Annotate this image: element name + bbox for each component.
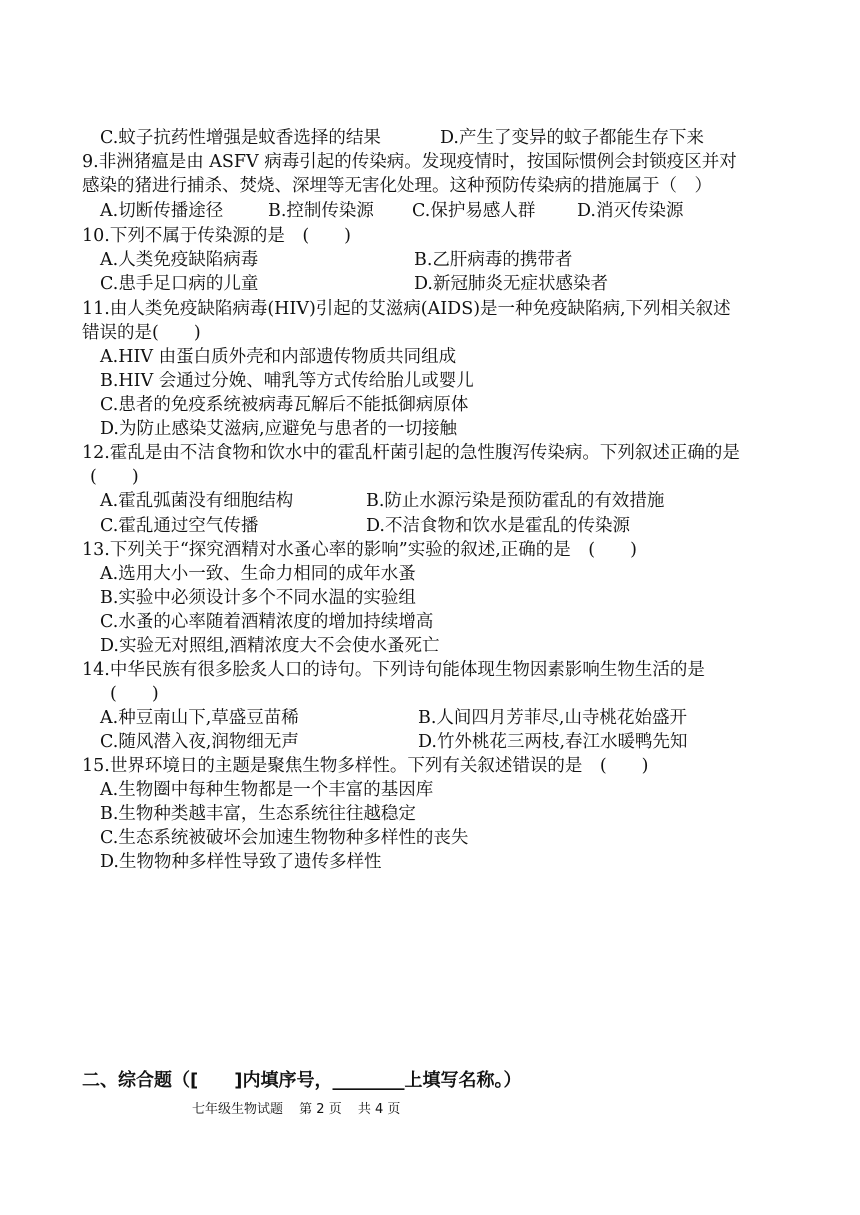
footer-page-number: 第 2 页 (299, 1102, 342, 1117)
q9-option-b: B.控制传染源 (268, 201, 374, 221)
q13-stem: 13.下列关于“探究酒精对水蚤心率的影响”实验的叙述,正确的是 ( ) (82, 540, 637, 560)
q13-option-d: D.实验无对照组,酒精浓度大不会使水蚤死亡 (100, 636, 440, 656)
footer-subject: 七年级生物试题 (192, 1102, 284, 1117)
q14-option-d: D.竹外桃花三两枝,春江水暖鸭先知 (418, 732, 688, 752)
q9-option-a: A.切断传播途径 (100, 201, 224, 221)
q11-option-a: A.HIV 由蛋白质外壳和内部遗传物质共同组成 (100, 347, 457, 367)
q9-option-c: C.保护易感人群 (412, 201, 536, 221)
q13-option-a: A.选用大小一致、生命力相同的成年水蚤 (100, 564, 416, 584)
q14-option-c: C.随风潜入夜,润物细无声 (100, 732, 299, 752)
q11-option-d: D.为防止感染艾滋病,应避免与患者的一切接触 (100, 419, 458, 439)
q9-stem-line1: 9.非洲猪瘟是由 ASFV 病毒引起的传染病。发现疫情时，按国际惯例会封锁疫区并对 (82, 152, 737, 172)
q13-option-b: B.实验中必须设计多个不同水温的实验组 (100, 588, 416, 608)
page-footer (192, 1098, 412, 1117)
q12-option-a: A.霍乱弧菌没有细胞结构 (100, 491, 294, 511)
q14-option-a: A.种豆南山下,草盛豆苗稀 (100, 708, 299, 728)
q9-option-d: D.消灭传染源 (577, 201, 684, 221)
q8-option-d: D.产生了变异的蚊子都能生存下来 (440, 128, 704, 148)
q12-stem-line1: 12.霍乱是由不洁食物和饮水中的霍乱杆菌引起的急性腹泻传染病。下列叙述正确的是 (82, 443, 740, 463)
q11-option-b: B.HIV 会通过分娩、哺乳等方式传给胎儿或婴儿 (100, 371, 474, 391)
q9-stem-line2: 感染的猪进行捕杀、焚烧、深埋等无害化处理。这种预防传染病的措施属于（ ） (82, 176, 712, 196)
q10-option-d: D.新冠肺炎无症状感染者 (414, 274, 608, 294)
q10-option-c: C.患手足口病的儿童 (100, 274, 259, 294)
q8-option-c: C.蚊子抗药性增强是蚊香选择的结果 (100, 128, 381, 148)
q13-option-c: C.水蚤的心率随着酒精浓度的增加持续增高 (100, 612, 434, 632)
q11-stem-line1: 11.由人类免疫缺陷病毒(HIV)引起的艾滋病(AIDS)是一种免疫缺陷病,下列相关叙述 (82, 299, 731, 319)
q12-stem-line2: ( ) (90, 467, 139, 487)
q11-stem-line2: 错误的是( ) (82, 323, 201, 343)
q11-option-c: C.患者的免疫系统被病毒瓦解后不能抵御病原体 (100, 395, 469, 415)
q15-option-b: B.生物种类越丰富，生态系统往往越稳定 (100, 804, 416, 824)
q12-option-d: D.不洁食物和饮水是霍乱的传染源 (366, 516, 630, 536)
q15-option-d: D.生物物种多样性导致了遗传多样性 (100, 852, 382, 872)
q14-stem-line2: ( ) (110, 684, 159, 704)
q12-option-b: B.防止水源污染是预防霍乱的有效措施 (366, 491, 665, 511)
q12-option-c: C.霍乱通过空气传播 (100, 516, 259, 536)
q15-option-a: A.生物圈中每种生物都是一个丰富的基因库 (100, 780, 434, 800)
q10-option-b: B.乙肝病毒的携带者 (414, 250, 573, 270)
q10-option-a: A.人类免疫缺陷病毒 (100, 250, 259, 270)
q15-option-c: C.生态系统被破坏会加速生物物种多样性的丧失 (100, 828, 469, 848)
q10-stem: 10.下列不属于传染源的是 ( ) (82, 226, 351, 246)
q14-stem-line1: 14.中华民族有很多脍炙人口的诗句。下列诗句能体现生物因素影响生物生活的是 (82, 660, 705, 680)
q15-stem: 15.世界环境日的主题是聚焦生物多样性。下列有关叙述错误的是 ( ) (82, 756, 649, 776)
section-2-heading: 二、综合题（[ ]内填序号，________上填写名称。） (82, 1070, 522, 1091)
q14-option-b: B.人间四月芳菲尽,山寺桃花始盛开 (418, 708, 687, 728)
footer-total-pages: 共 4 页 (357, 1102, 401, 1117)
